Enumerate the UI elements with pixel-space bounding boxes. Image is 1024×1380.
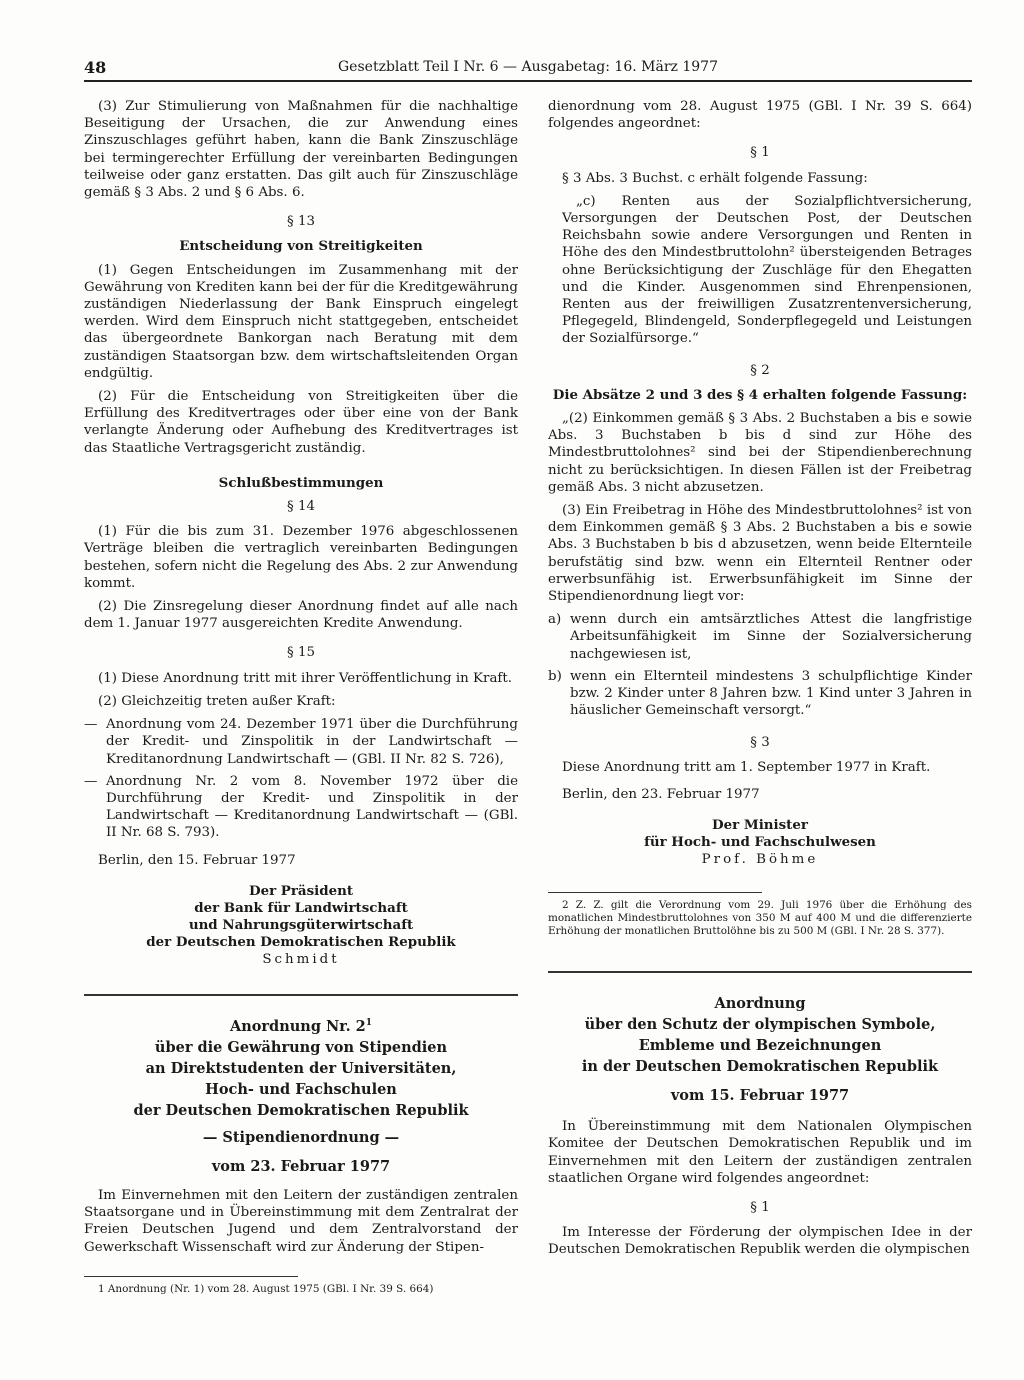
section-heading: Entscheidung von Streitigkeiten [179, 238, 423, 255]
footnote: 1 Anordnung (Nr. 1) vom 28. August 1975 (GBl. I Nr. 39 S. 664) [98, 1282, 434, 1295]
paragraph: (1) Diese Anordnung tritt mit ihrer Veröffentlichung in Kraft. [98, 670, 513, 686]
list-item-text: Anordnung vom 24. Dezember 1971 über die Durchführung der Kredit- und Zinspolitik in der Landwirtschaft — Kreditanordnung Landwirtschaft — (GBl. II Nr. 82 S. 726), [106, 717, 518, 767]
place-date: Berlin, den 15. Februar 1977 [98, 852, 296, 868]
document-date: vom 15. Februar 1977 [670, 1087, 850, 1105]
signature-line: für Hoch- und Fachschulwesen [644, 834, 876, 851]
section-number: § 14 [287, 499, 315, 515]
footnote: 2 Z. Z. gilt die Verordnung vom 29. Juli 1976 über die Erhöhung des monatlichen Mindestbruttolohnes von 350 M auf 400 M und die differenzierte Erhöhung der monatlichen Bruttolöhne bis zu 500 M (GBl. I Nr. 28 S. 377). [548, 899, 972, 937]
paragraph: Im Einvernehmen mit den Leitern der zuständigen zentralen Staatsorgane und in Übereinstimmung mit dem Zentralrat der Freien Deutschen Jugend und dem Zentralvorstand der Gewerkschaft Wissenschaft wird zur Änderung der Stipen- [84, 1187, 518, 1255]
section-number: § 13 [287, 214, 315, 230]
paragraph: (2) Die Zinsregelung dieser Anordnung findet auf alle nach dem 1. Januar 1977 ausgereichten Kredite Anwendung. [84, 599, 518, 632]
list-marker: a) [548, 612, 562, 628]
place-date: Berlin, den 23. Februar 1977 [562, 786, 760, 802]
paragraph: (2) Gleichzeitig treten außer Kraft: [98, 693, 336, 709]
footnote-marker: 1 [365, 1018, 373, 1029]
list-item [84, 716, 518, 768]
document-date: vom 23. Februar 1977 [211, 1157, 391, 1175]
section-number: § 1 [750, 145, 770, 161]
section-heading: Schlußbestimmungen [218, 474, 384, 491]
section-number: § 3 [750, 734, 770, 750]
running-head: Gesetzblatt Teil I Nr. 6 — Ausgabetag: 16. März 1977 [338, 59, 718, 75]
signatory-name: Schmidt [262, 951, 340, 967]
paragraph: (1) Für die bis zum 31. Dezember 1976 abgeschlossenen Verträge bleiben die vertraglich vereinbarten Bedingungen bestehen, sofern nicht die Regelung des Abs. 2 zur Anwendung kommt. [84, 524, 518, 591]
signatory-name [548, 851, 972, 868]
paragraph: (3) Zur Stimulierung von Maßnahmen für die nachhaltige Beseitigung der Ursachen, die zur Anwendung eines Zinszuschlages geführt haben, kann die Bank Zinszuschläge bei termingerechter Erfüllung der vereinbarten Bedingungen teilweise oder ganz erstatten. Das gilt auch für Zinszuschläge gemäß § 3 Abs. 2 und § 6 Abs. 6. [84, 99, 518, 201]
paragraph: (1) Gegen Entscheidungen im Zusammenhang mit der Gewährung von Krediten kann bei der für die Kreditgewährung zuständigen Niederlassung der Bank Einspruch eingelegt werden. Wird dem Einspruch nicht stattgegeben, entscheidet das übergeordnete Bankorgan nach Beratung mit dem zuständigen Staatsorgan bzw. dem wirtschaftsleitenden Organ endgültig. [84, 262, 518, 381]
section-separator [548, 971, 972, 973]
left-column [84, 98, 518, 1295]
document-title [84, 1016, 518, 1037]
document-title: Anordnung [714, 995, 806, 1013]
paragraph: Diese Anordnung tritt am 1. September 1977 in Kraft. [562, 759, 931, 775]
title-text: Anordnung Nr. 2 [229, 1017, 366, 1035]
paragraph: dienordnung vom 28. August 1975 (GBl. I Nr. 39 S. 664) folgendes angeordnet: [548, 99, 972, 132]
signature-line: der Bank für Landwirtschaft [194, 899, 408, 916]
list-item-text: Anordnung Nr. 2 vom 8. November 1972 über die Durchführung der Kredit- und Zinspolitik in der Landwirtschaft — Kreditanordnung Landwirtschaft — (GBl. II Nr. 68 S. 793). [106, 773, 518, 841]
section-number: § 2 [750, 362, 770, 378]
list-marker: b) [548, 668, 562, 684]
document-title-line: Hoch- und Fachschulen [205, 1080, 397, 1098]
document-title-line: über die Gewährung von Stipendien [154, 1038, 448, 1056]
paragraph: § 3 Abs. 3 Buchst. c erhält folgende Fassung: [562, 170, 868, 186]
quoted-paragraph: (3) Ein Freibetrag in Höhe des Mindestbruttolohnes² ist von dem Einkommen gemäß § 3 Abs. 2 Buchstaben a bis e sowie Abs. 3 Buchstaben b bis d abzusetzen, wenn beide Elternteile berufstätig sind bzw. wenn ein Elternteil Rentner oder erwerbsunfähig ist. Erwerbsunfähigkeit im Sinne der Stipendienordnung liegt vor: [548, 503, 972, 605]
document-title-line: in der Deutschen Demokratischen Republik [581, 1058, 939, 1076]
paragraph: Im Interesse der Förderung der olympischen Idee in der Deutschen Demokratischen Republik werden die olympischen [548, 1225, 972, 1258]
list-item [548, 611, 972, 663]
dash-marker: — [84, 717, 98, 733]
list-item [548, 668, 972, 720]
section-number: § 1 [750, 1199, 770, 1215]
paragraph: (2) Für die Entscheidung von Streitigkeiten über die Erfüllung des Kreditvertrages oder über eine von der Bank verlangte Änderung oder Aufhebung des Kreditvertrages ist das Staatliche Vertragsgericht zuständig. [84, 389, 518, 456]
quoted-paragraph: „c) Renten aus der Sozialpflichtversicherung, Versorgungen der Deutschen Post, der Deutschen Reichsbahn sowie andere Versorgungen und Renten in Höhe des den Mindestbruttolohn² übersteigenden Betrages ohne Berücksichtigung der Zuschläge für den Ehegatten und die Kinder. Ausgenommen sind Ehrenpensionen, Renten aus der freiwilligen Zusatzrentenversicherung, Pflegegeld, Blindengeld, Sonderpflegegeld und Leistungen der Sozialfürsorge.“ [562, 193, 972, 347]
signature-line: Der Präsident [248, 882, 354, 899]
document-title-line: über den Schutz der olympischen Symbole, [584, 1016, 936, 1034]
footnote-rule [84, 1276, 298, 1277]
paragraph: In Übereinstimmung mit dem Nationalen Olympischen Komitee der Deutschen Demokratischen Republik und im Einvernehmen mit den Leitern der zuständigen zentralen staatlichen Organe wird folgendes angeordnet: [548, 1119, 972, 1186]
section-heading: Die Absätze 2 und 3 des § 4 erhalten folgende Fassung: [552, 386, 968, 403]
page-header [84, 58, 972, 82]
page-number: 48 [84, 58, 107, 77]
footnote-rule [548, 892, 762, 893]
dash-marker: — [84, 773, 98, 789]
list-item-text: wenn ein Elternteil mindestens 3 schulpflichtige Kinder bzw. 2 Kinder unter 8 Jahren bzw. 1 Kind unter 3 Jahren in häuslicher Gemeinschaft versorgt.“ [570, 668, 972, 719]
signature-line: und Nahrungsgüterwirtschaft [188, 916, 414, 933]
document-subtitle: — Stipendienordnung — [202, 1128, 400, 1146]
section-separator [84, 994, 518, 996]
document-title-line: an Direktstudenten der Universitäten, [145, 1059, 457, 1077]
signatory-surname: Böhme [756, 852, 819, 868]
signatory-title: Prof. [701, 852, 749, 868]
document-title-line: der Deutschen Demokratischen Republik [133, 1101, 469, 1119]
quoted-paragraph: „(2) Einkommen gemäß § 3 Abs. 2 Buchstaben a bis e sowie Abs. 3 Buchstaben b bis d sind zur Höhe des Mindestbruttolohnes² sind bei der Stipendienberechnung nicht zu berücksichtigen. In diesen Fällen ist der Freibetrag gemäß Abs. 3 nicht abzusetzen. [548, 411, 972, 495]
list-item-text: wenn durch ein amtsärztliches Attest die langfristige Arbeitsunfähigkeit im Sinne der Sozialversicherung nachgewiesen ist, [570, 612, 972, 662]
list-item [84, 773, 518, 842]
signature-line: Der Minister [712, 817, 808, 834]
right-column [548, 98, 972, 1265]
section-number: § 15 [287, 645, 315, 661]
signature-line: der Deutschen Demokratischen Republik [146, 933, 456, 950]
document-title-line: Embleme und Bezeichnungen [638, 1037, 882, 1055]
